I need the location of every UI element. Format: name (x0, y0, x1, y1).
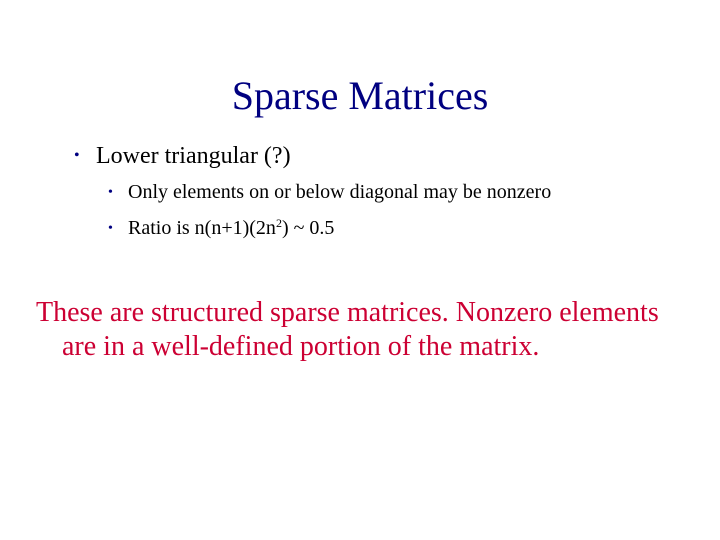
bullet-lower-triangular (74, 142, 291, 170)
ratio-exponent: 2 (275, 216, 282, 230)
slide-title: Sparse Matrices (231, 73, 489, 118)
sub-bullet-marker: • (108, 185, 113, 200)
bullet-marker: • (74, 147, 80, 164)
sub-bullet-ratio (108, 216, 334, 241)
sub-bullet-diagonal (108, 180, 551, 205)
ratio-text-after: ) ~ 0.5 (281, 217, 335, 239)
structured-sparse-note: These are structured sparse matrices. Nonzero elements are in a well-defined portion of the matrix. (36, 297, 659, 362)
ratio-text-before: Ratio is n(n+1)(2n (128, 217, 276, 239)
bullet-text: Lower triangular (?) (96, 143, 291, 169)
sub-bullet-text: Only elements on or below diagonal may be nonzero (128, 181, 552, 203)
sub-bullet-marker: • (108, 221, 113, 236)
